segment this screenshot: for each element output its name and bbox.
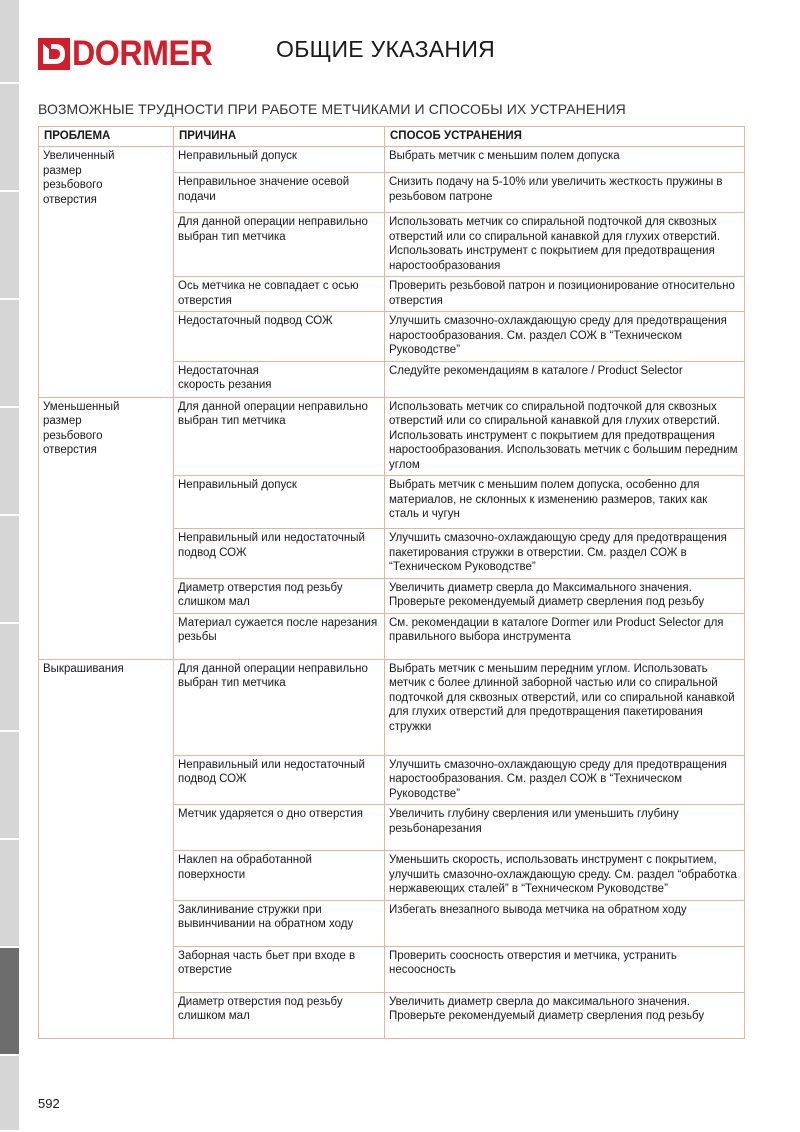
cause-cell: Наклеп на обработанной поверхности: [174, 851, 385, 901]
cause-cell: Заклинивание стружки при вывинчивании на обратном ходу: [174, 900, 385, 946]
column-header-problem: ПРОБЛЕМА: [39, 127, 174, 147]
solution-cell: Выбрать метчик с меньшим полем допуска: [385, 147, 745, 173]
page-number: 592: [38, 1096, 60, 1111]
solution-cell: Улучшить смазочно-охлаждающую среду для предотвращения пакетирования стружки в отверстии. См. раздел СОЖ в “Техническом Руководстве”: [385, 529, 745, 579]
table-row: [39, 397, 745, 476]
cause-cell: Метчик ударяется о дно отверстия: [174, 805, 385, 851]
dormer-logo: [38, 34, 225, 73]
problem-cell: Уменьшенный размер резьбового отверстия: [39, 397, 174, 659]
cause-cell: Для данной операции неправильно выбран тип метчика: [174, 659, 385, 755]
solution-cell: Следуйте рекомендациям в каталоге / Product Selector: [385, 361, 745, 397]
cause-cell: Материал сужается после нарезания резьбы: [174, 613, 385, 659]
cause-cell: Неправильный допуск: [174, 147, 385, 173]
cause-cell: Ось метчика не совпадает с осью отверстия: [174, 277, 385, 312]
side-tab: [0, 0, 19, 84]
solution-cell: Снизить подачу на 5-10% или увеличить жесткость пружины в резьбовом патроне: [385, 173, 745, 213]
cause-cell: Диаметр отверстия под резьбу слишком мал: [174, 992, 385, 1038]
problem-cell: Выкрашивания: [39, 659, 174, 1038]
solution-cell: Выбрать метчик с меньшим передним углом. Использовать метчик с более длинной заборной частью или со спиральной подточкой для сквозных отверстий, или со спиральной канавкой для глухих отверстий для предотвращения пакетирования стружки: [385, 659, 745, 755]
side-tab: [0, 624, 19, 732]
solution-cell: Увеличить глубину сверления или уменьшить глубину резьбонарезания: [385, 805, 745, 851]
cause-cell: Диаметр отверстия под резьбу слишком мал: [174, 578, 385, 613]
solution-cell: Выбрать метчик с меньшим полем допуска, особенно для материалов, не склонных к изменению размеров, таких как сталь и чугун: [385, 476, 745, 529]
cause-cell: Неправильный или недостаточный подвод СОЖ: [174, 529, 385, 579]
cause-cell: Для данной операции неправильно выбран тип метчика: [174, 397, 385, 476]
solution-cell: Использовать метчик со спиральной подточкой для сквозных отверстий или со спиральной канавкой для глухих отверстий. Использовать инструмент с покрытием для предотвращения наростообразования: [385, 213, 745, 277]
troubleshooting-table: [38, 126, 745, 1039]
side-tab: [0, 840, 19, 948]
solution-cell: Улучшить смазочно-охлаждающую среду для предотвращения наростообразования. См. раздел СОЖ в “Техническом Руководстве”: [385, 755, 745, 805]
solution-cell: Уменьшить скорость, использовать инструмент с покрытием, улучшить смазочно-охлаждающую среду. См. раздел “обработка нержавеющих сталей” в “Техническом Руководстве”: [385, 851, 745, 901]
solution-cell: См. рекомендации в каталоге Dormer или Product Selector для правильного выбора инструмента: [385, 613, 745, 659]
cause-cell: Неправильное значение осевой подачи: [174, 173, 385, 213]
side-tab: [0, 516, 19, 624]
solution-cell: Увеличить диаметр сверла до максимального значения. Проверьте рекомендуемый диаметр сверления под резьбу: [385, 992, 745, 1038]
side-tab-strip: [0, 0, 19, 1132]
solution-cell: Использовать метчик со спиральной подточкой для сквозных отверстий или со спиральной канавкой для глухих отверстий. Использовать инструмент с покрытием для предотвращения наростообразования. Использовать метчик с большим передним углом: [385, 397, 745, 476]
table-row: [39, 147, 745, 173]
brand-name: DORMER: [72, 34, 213, 73]
page-title: ОБЩИЕ УКАЗАНИЯ: [276, 36, 496, 62]
cause-cell: Заборная часть бьет при входе в отверстие: [174, 946, 385, 992]
cause-cell: Неправильный допуск: [174, 476, 385, 529]
solution-cell: Увеличить диаметр сверла до Максимального значения. Проверьте рекомендуемый диаметр сверления под резьбу: [385, 578, 745, 613]
solution-cell: Проверить резьбовой патрон и позиционирование относительно отверстия: [385, 277, 745, 312]
solution-cell: Избегать внезапного вывода метчика на обратном ходу: [385, 900, 745, 946]
side-tab: [0, 408, 19, 516]
cause-cell: Недостаточный подвод СОЖ: [174, 312, 385, 362]
section-title: ВОЗМОЖНЫЕ ТРУДНОСТИ ПРИ РАБОТЕ МЕТЧИКАМИ И СПОСОБЫ ИХ УСТРАНЕНИЯ: [38, 101, 626, 117]
solution-cell: Улучшить смазочно-охлаждающую среду для предотвращения наростообразования. См. раздел СОЖ в “Техническом Руководстве”: [385, 312, 745, 362]
side-tab-active: [0, 948, 19, 1056]
side-tab: [0, 1056, 19, 1132]
table-row: [39, 659, 745, 755]
cause-cell: Недостаточная скорость резания: [174, 361, 385, 397]
cause-cell: Неправильный или недостаточный подвод СОЖ: [174, 755, 385, 805]
side-tab: [0, 300, 19, 408]
cause-cell: Для данной операции неправильно выбран тип метчика: [174, 213, 385, 277]
side-tab: [0, 732, 19, 840]
solution-cell: Проверить соосность отверстия и метчика, устранить несоосность: [385, 946, 745, 992]
table-header-row: [39, 127, 745, 147]
column-header-cause: ПРИЧИНА: [174, 127, 385, 147]
side-tab: [0, 192, 19, 300]
dormer-mark-icon: [38, 38, 70, 70]
problem-cell: Увеличенный размер резьбового отверстия: [39, 147, 174, 398]
column-header-solution: СПОСОБ УСТРАНЕНИЯ: [385, 127, 745, 147]
side-tab: [0, 84, 19, 192]
